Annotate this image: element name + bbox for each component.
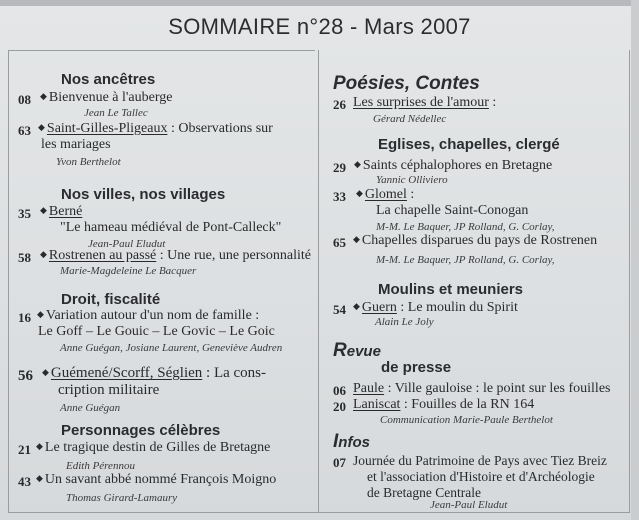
bullet-icon: ◆ xyxy=(38,122,45,132)
left-frame-rule xyxy=(8,50,9,512)
entry-page-number: 21 xyxy=(18,442,31,457)
entry-title: ◆ Guémené/Scorff, Séglien : La cons- xyxy=(42,365,267,381)
entry-title-continued: La chapelle Saint-Conogan xyxy=(376,203,529,218)
entry-title: Les surprises de l'amour : xyxy=(353,95,497,110)
bullet-icon: ◆ xyxy=(40,205,47,215)
entry-title-continued: et l'association d'Histoire et d'Archéologie xyxy=(367,469,595,484)
entry-page-number: 43 xyxy=(18,474,31,489)
section-heading-droit: Droit, fiscalité xyxy=(61,291,161,308)
entry-title: ◆ Un savant abbé nommé François Moigno xyxy=(36,472,277,487)
entry-title: ◆ Saints céphalophores en Bretagne xyxy=(354,158,553,173)
entry-author: Alain Le Joly xyxy=(375,316,434,328)
section-heading-revue: Revue xyxy=(333,340,381,361)
bullet-icon: ◆ xyxy=(354,159,361,169)
bullet-icon: ◆ xyxy=(40,91,47,101)
page-title: SOMMAIRE n°28 - Mars 2007 xyxy=(168,14,471,39)
right-frame-rule xyxy=(629,50,630,512)
entry-title: ◆ Variation autour d'un nom de famille : xyxy=(37,308,260,323)
section-heading-villes: Nos villes, nos villages xyxy=(61,186,226,203)
bullet-icon: ◆ xyxy=(36,441,43,451)
section-heading-ancetres: Nos ancêtres xyxy=(61,71,156,88)
section-heading-personnages: Personnages célèbres xyxy=(61,422,221,439)
entry-page-number: 33 xyxy=(333,189,346,204)
entry-title: ◆ Berné xyxy=(40,204,83,219)
entry-author: Jean Le Tallec xyxy=(84,107,148,119)
entry-title: ◆ Saint-Gilles-Pligeaux : Observations sur xyxy=(38,121,273,136)
entry-title-continued: de Bretagne Centrale xyxy=(367,485,481,500)
entry-author: Anne Guégan, Josiane Laurent, Geneviève Audren xyxy=(60,342,283,354)
entry-title-continued: les mariages xyxy=(41,137,111,152)
section-heading-eglises: Eglises, chapelles, clergé xyxy=(378,136,560,153)
entry-author: Jean-Paul Eludut xyxy=(88,238,166,250)
entry-page-number: 07 xyxy=(333,455,346,470)
bullet-icon: ◆ xyxy=(356,188,363,198)
column-divider xyxy=(318,50,319,512)
entry-page-number: 06 xyxy=(333,383,346,398)
bottom-rule xyxy=(8,512,630,513)
entry-author: Jean-Paul Eludut xyxy=(430,499,508,511)
bullet-icon: ◆ xyxy=(40,249,47,259)
entry-page-number: 54 xyxy=(333,302,346,317)
entry-title: ◆ Bienvenue à l'auberge xyxy=(40,90,173,105)
entry-title: ◆ Le tragique destin de Gilles de Bretagne xyxy=(36,440,271,455)
right-border xyxy=(631,0,639,520)
bullet-icon: ◆ xyxy=(353,301,360,311)
entry-title: ◆ Glomel : xyxy=(356,187,415,202)
entry-page-number: 20 xyxy=(333,399,346,414)
entry-page-number: 16 xyxy=(18,310,31,325)
section-heading-moulins: Moulins et meuniers xyxy=(378,281,524,298)
entry-page-number: 56 xyxy=(18,368,33,384)
entry-author: Yannic Olliviero xyxy=(376,174,448,186)
entry-author: Thomas Girard-Lamaury xyxy=(66,492,178,504)
entry-author: Yvon Berthelot xyxy=(56,156,121,168)
entry-title-continued: cription militaire xyxy=(58,382,160,398)
entry-title: ◆ Chapelles disparues du pays de Rostrenen xyxy=(353,233,598,248)
entry-title: Journée du Patrimoine de Pays avec Tiez Breiz xyxy=(353,453,607,468)
entry-title: Paule : Ville gauloise : le point sur les fouilles xyxy=(353,381,611,396)
top-border xyxy=(0,0,639,6)
entry-page-number: 35 xyxy=(18,206,31,221)
bullet-icon: ◆ xyxy=(36,473,43,483)
bullet-icon: ◆ xyxy=(37,309,44,319)
section-heading-infos: Infos xyxy=(333,431,370,452)
entry-page-number: 65 xyxy=(333,235,346,250)
entry-page-number: 08 xyxy=(18,92,31,107)
entry-author: Gérard Nédellec xyxy=(373,113,447,125)
entry-page-number: 29 xyxy=(333,160,346,175)
entry-title: ◆ Guern : Le moulin du Spirit xyxy=(353,300,518,315)
entry-page-number: 58 xyxy=(18,250,31,265)
section-heading-poesies: Poésies, Contes xyxy=(333,73,480,94)
entry-author: Anne Guégan xyxy=(60,402,121,414)
entry-author: Communication Marie-Paule Berthelot xyxy=(380,414,553,426)
entry-page-number: 63 xyxy=(18,123,31,138)
left-top-rule xyxy=(8,50,315,51)
entry-author: Marie-Magdeleine Le Bacquer xyxy=(60,265,197,277)
entry-title-continued: Le Goff – Le Gouic – Le Govic – Le Goic xyxy=(38,324,275,339)
entry-title: ◆ Rostrenen au passé : Une rue, une personnalité xyxy=(40,248,311,263)
bullet-icon: ◆ xyxy=(353,234,360,244)
bullet-icon: ◆ xyxy=(42,367,49,377)
entry-page-number: 26 xyxy=(333,97,346,112)
entry-author: M-M. Le Baquer, JP Rolland, G. Corlay, xyxy=(376,254,555,266)
section-heading-revue-subtitle: de presse xyxy=(381,359,452,376)
entry-author: Edith Pérennou xyxy=(66,460,135,472)
entry-title-continued: "Le hameau médiéval de Pont-Calleck" xyxy=(60,220,282,235)
entry-title: Laniscat : Fouilles de la RN 164 xyxy=(353,397,535,412)
entry-author: M-M. Le Baquer, JP Rolland, G. Corlay, xyxy=(376,221,555,233)
